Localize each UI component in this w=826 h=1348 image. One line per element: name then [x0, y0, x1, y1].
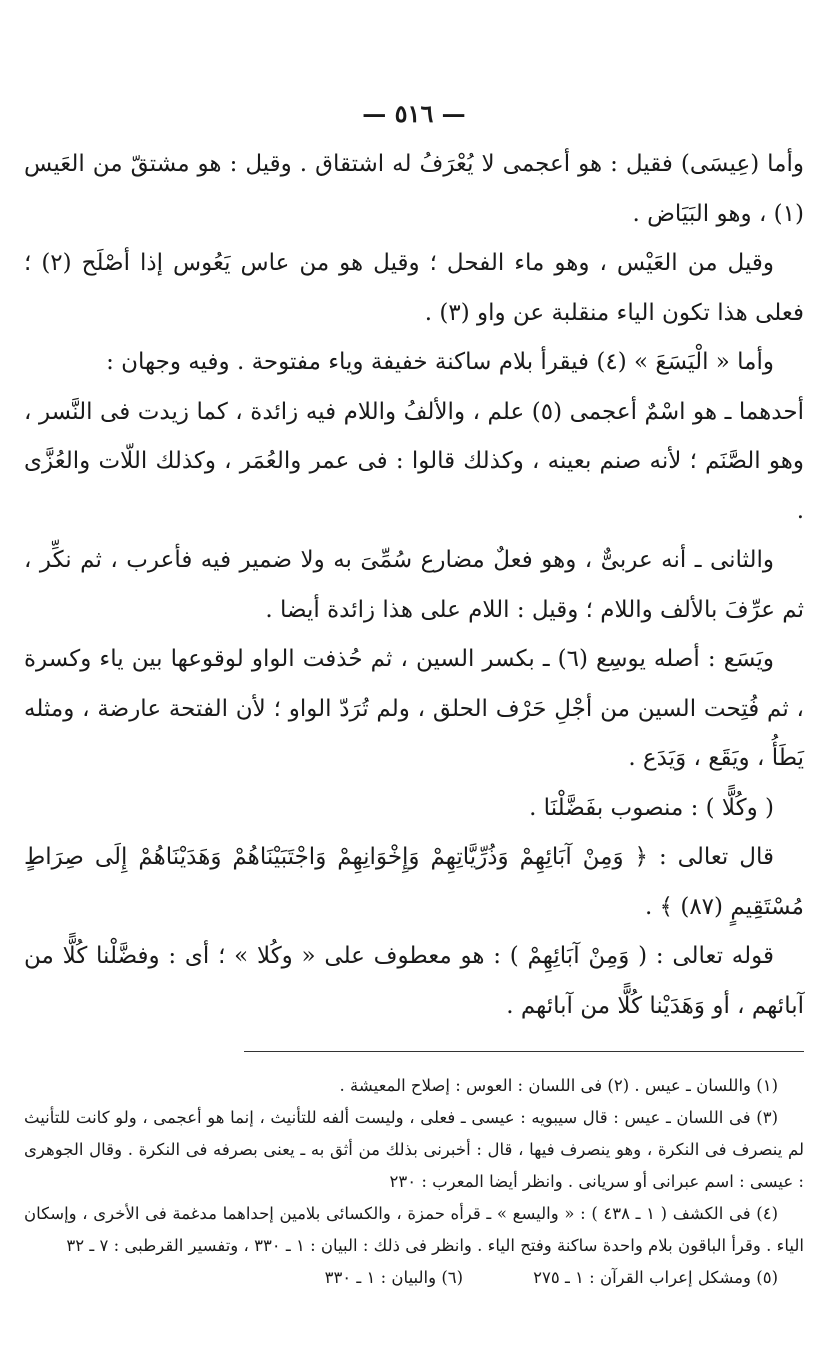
paragraph-second-view: والثانى ـ أنه عربىٌّ ، وهو فعلٌ مضارع سُمِّىَ به ولا ضمير فيه فأعرب ، ثم نكِّر ، ثم عرِّفَ بالألف واللام ؛ وقيل : اللام على هذا زائدة أيضا .: [24, 547, 804, 623]
paragraph-first-view: أحدهما ـ هو اسْمٌ أعجمى (٥) علم ، والألفُ واللام فيه زائدة ، كما زيدت فى النَّسر ، وهو الصَّنَم ؛ لأنه صنم بعينه ، وكذلك قالوا : فى عمر والعُمَر ، وكذلك اللّات والعُزَّى .: [24, 398, 804, 524]
page-number: — ٥١٦ —: [362, 99, 466, 128]
footnote-3: (٣) فى اللسان ـ عيس : قال سيبويه : عيسى ـ فعلى ، وليست ألفه للتأنيث ، إنما هو أعجمى ، ولو كانت للتأنيث لم ينصرف فى النكرة ، وهو ينصرف فيها ، قال : أخبرنى بذلك من أثق به ـ يعنى بصرفه فى النكرة . وقال الجوهرى : عيسى : اسم عبرانى أو سريانى . وانظر أيضا المعرب : ٢٣٠: [24, 1108, 804, 1191]
footnote-5: (٥) ومشكل إعراب القرآن : ١ ـ ٢٧٥: [533, 1268, 778, 1287]
paragraph-yasa: ويَسَع : أصله يوسِع (٦) ـ بكسر السين ، ثم حُذفت الواو لوقوعها بين ياء وكسرة ، ثم فُتِحت السين من أجْلِ حَرْف الحلق ، ولم تُرَدّ الواو ؛ لأن الفتحة عارضة ، ومثله يَطَأُ ، ويَقَع ، وَيَدَع .: [24, 646, 804, 771]
paragraph-verse-87: قال تعالى : ﴿ وَمِنْ آبَائِهِمْ وَذُرِّيَّاتِهِمْ وَإِخْوَانِهِمْ وَاجْتَبَيْنَاهُمْ وَهَدَيْنَاهُمْ إِلَى صِرَاطٍ مُسْتَقِيمٍ (٨٧) ﴾ .: [24, 844, 804, 920]
footnote-4: (٤) فى الكشف ( ١ ـ ٤٣٨ ) : « واليسع » ـ قرأه حمزة ، والكسائى بلامين إحداهما مدغمة فى الأخرى ، وإسكان الياء . وقرأ الباقون بلام واحدة ساكنة وفتح الياء . وانظر فى ذلك : البيان : ١ ـ ٣٣٠ ، وتفسير القرطبى : ٧ ـ ٣٢: [24, 1204, 804, 1255]
footnote-separator: [244, 1051, 804, 1052]
footnotes: [24, 1070, 804, 1294]
paragraph-ays: وقيل من العَيْس ، وهو ماء الفحل ؛ وقيل هو من عاس يَعُوس إذا أصْلَح (٢) ؛ فعلى هذا تكون الياء منقلبة عن واو (٣) .: [24, 250, 804, 326]
paragraph-commentary: قوله تعالى : ( وَمِنْ آبَائِهِمْ ) : هو معطوف على « وكُلا » ؛ أى : وفضَّلْنا كُلًّا من آبائهم ، أو وَهَدَيْنا كُلًّا من آبائهم .: [24, 943, 804, 1019]
paragraph-alyasa: وأما « الْيَسَعَ » (٤) فيقرأ بلام ساكنة خفيفة وياء مفتوحة . وفيه وجهان :: [106, 349, 774, 375]
main-text: [24, 140, 804, 1031]
footnote-1-2: (١) واللسان ـ عيس . (٢) فى اللسان : العوس : إصلاح المعيشة .: [339, 1076, 778, 1095]
paragraph-kulla: ( وكُلًّا ) : منصوب بفَضَّلْنَا .: [529, 794, 774, 821]
footnote-6: (٦) والبيان : ١ ـ ٣٣٠: [324, 1268, 464, 1287]
footnote-5-6: [24, 1262, 804, 1294]
paragraph-isa: وأما (عِيسَى) فقيل : هو أعجمى لا يُعْرَفُ له اشتقاق . وقيل : هو مشتقّ من العَيس (١) ، وهو البَيَاض .: [24, 151, 804, 227]
